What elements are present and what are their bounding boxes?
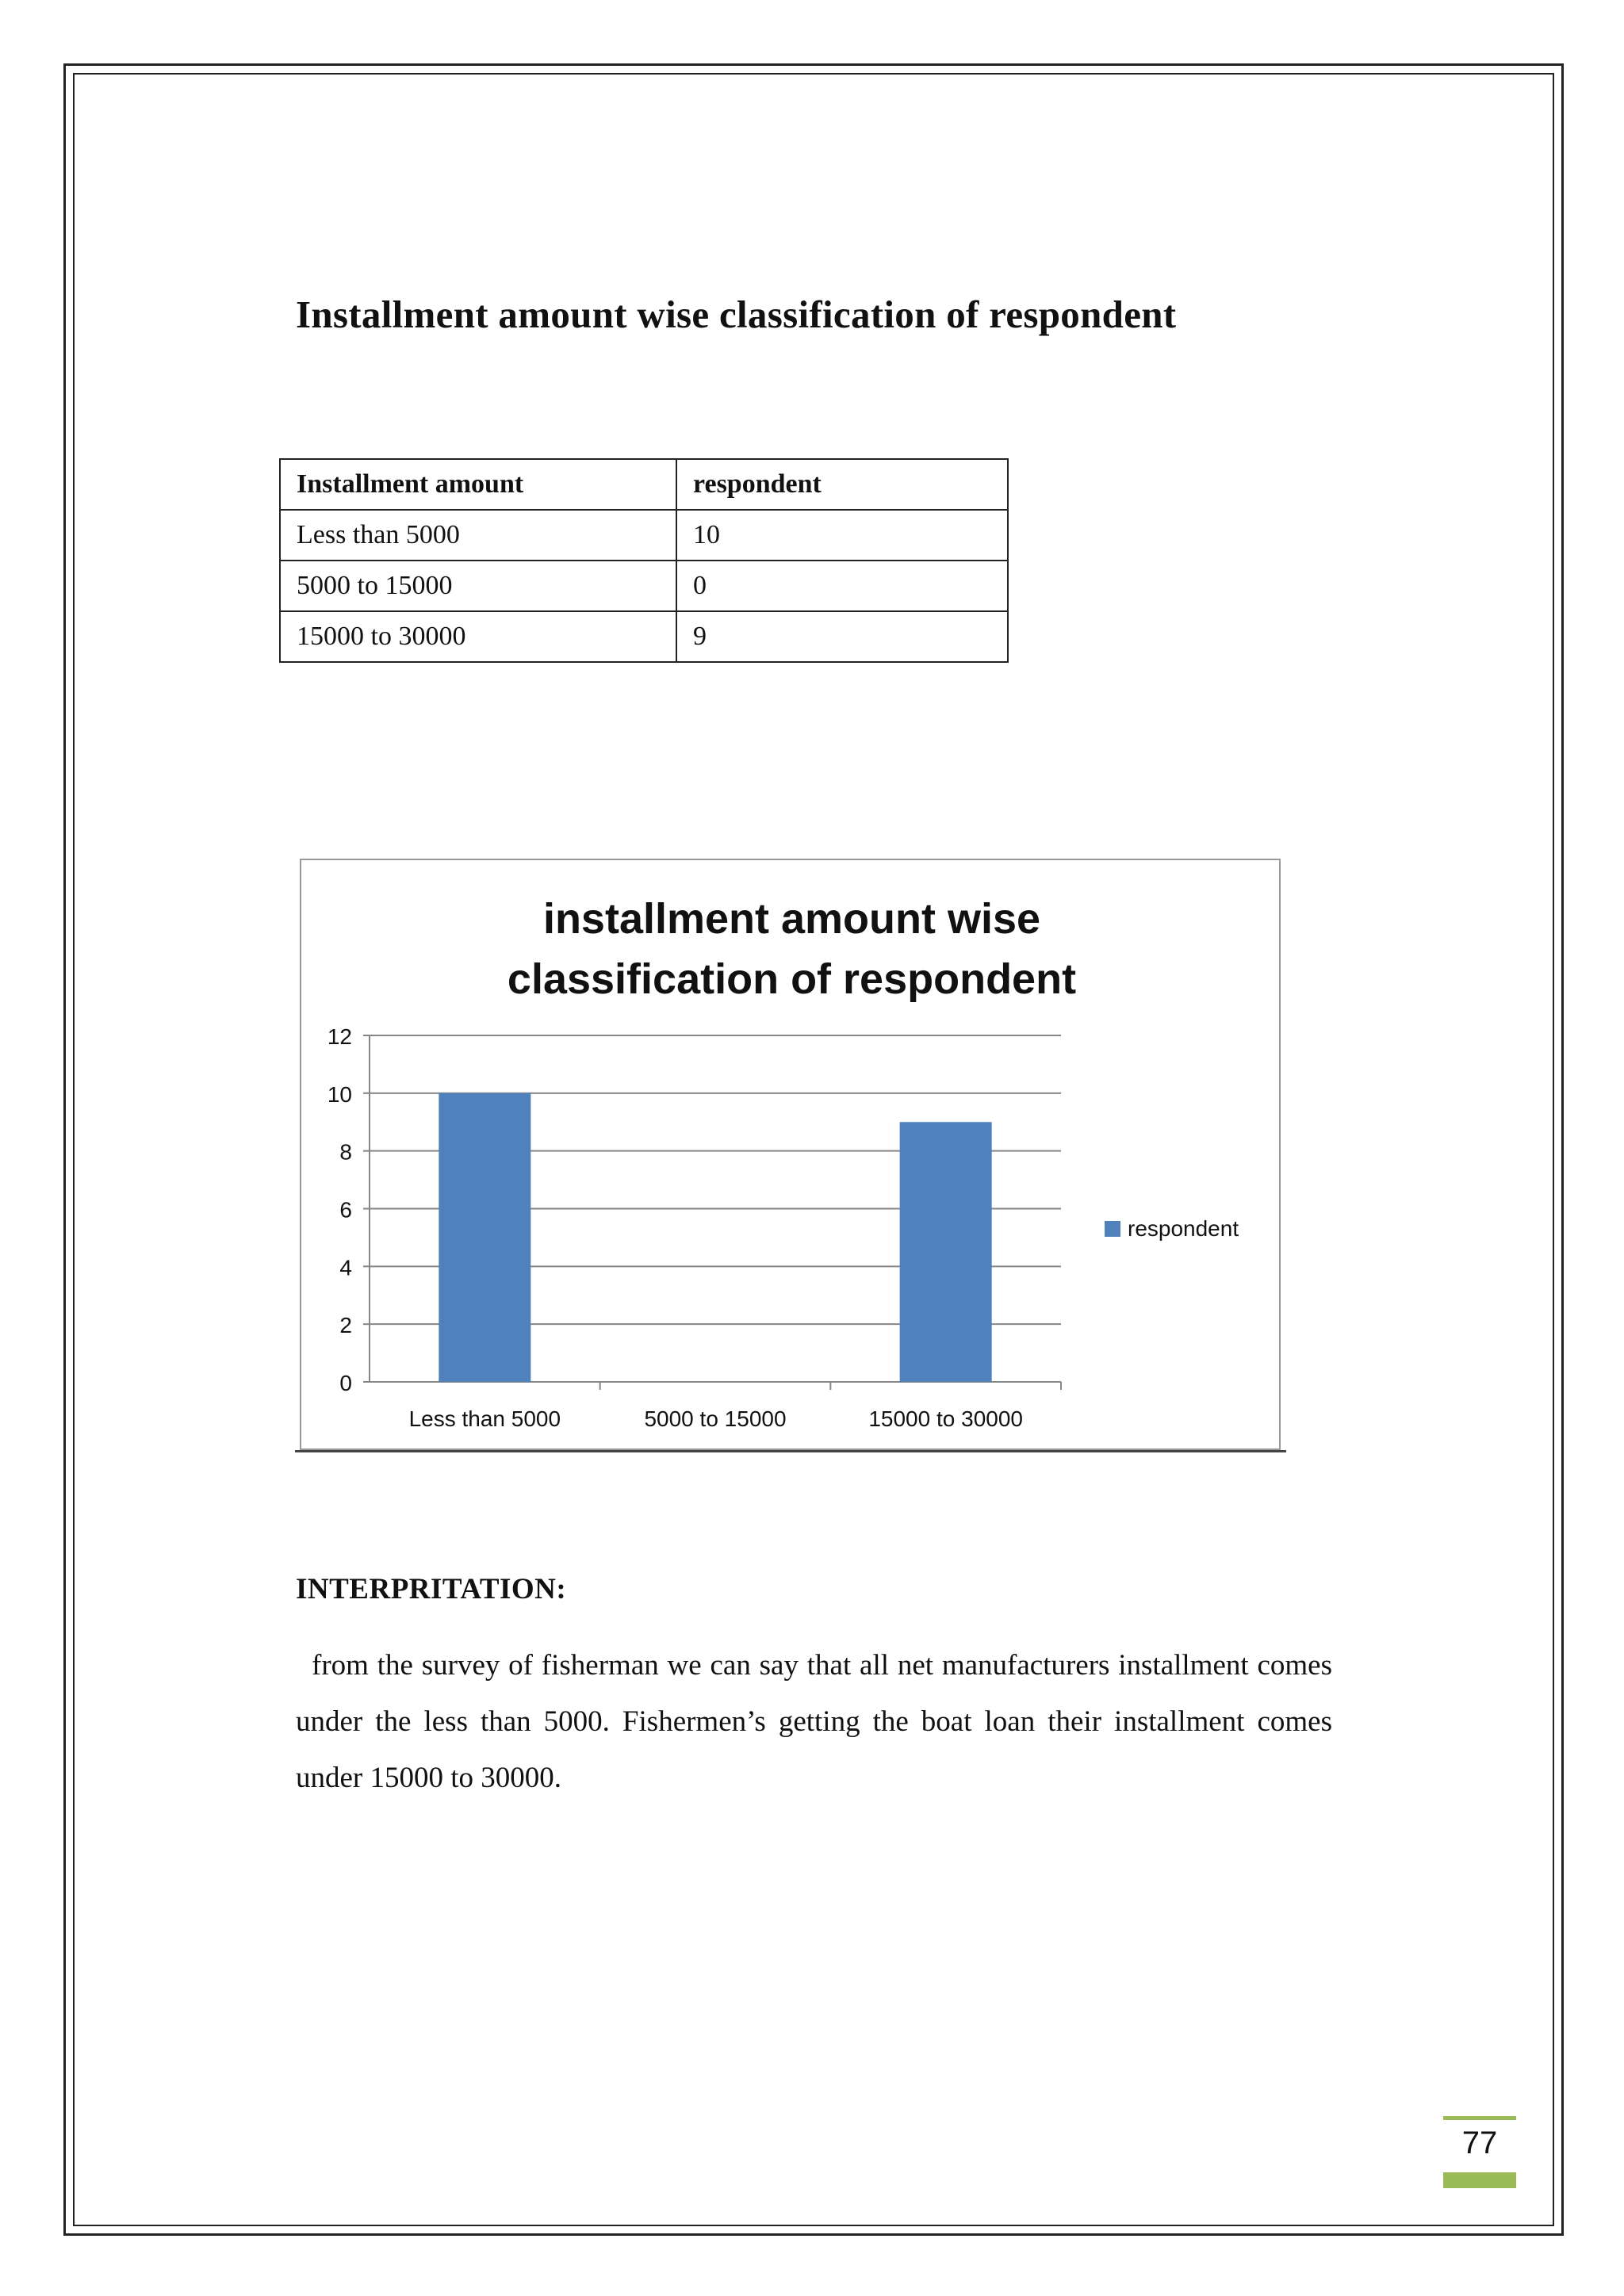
table-row: [280, 561, 1008, 611]
table-header-cell: Installment amount: [280, 459, 676, 510]
table-row: [280, 510, 1008, 561]
table-header-cell: respondent: [676, 459, 1008, 510]
y-tick-label: 2: [339, 1313, 352, 1338]
installment-table: [279, 458, 1009, 663]
table-cell: 5000 to 15000: [280, 561, 676, 611]
table-cell: 0: [676, 561, 1008, 611]
page-number-top-bar: [1443, 2116, 1516, 2120]
table-cell: Less than 5000: [280, 510, 676, 561]
chart-bottom-rule: [295, 1450, 1286, 1452]
table-cell: 9: [676, 611, 1008, 662]
y-tick-label: 12: [327, 1024, 352, 1049]
table-cell: 15000 to 30000: [280, 611, 676, 662]
y-tick-label: 0: [339, 1371, 352, 1395]
y-tick-label: 8: [339, 1139, 352, 1165]
x-tick-label: Less than 5000: [408, 1406, 561, 1431]
table-row: [280, 611, 1008, 662]
table-header-row: [280, 459, 1008, 510]
chart-plot: [301, 860, 1282, 1452]
x-tick-label: 15000 to 30000: [868, 1406, 1023, 1431]
bar: [900, 1122, 992, 1382]
bar-chart: [300, 859, 1281, 1450]
section-heading: Installment amount wise classification of respondent: [296, 293, 1177, 336]
y-tick-label: 10: [327, 1081, 352, 1107]
y-tick-label: 6: [339, 1197, 352, 1223]
legend-label: respondent: [1128, 1216, 1239, 1241]
chart-title-line-1: installment amount wise: [542, 895, 1041, 943]
interpretation-text: from the survey of fisherman we can say that all net manufacturers installment comes under the less than 5000. Fishermen’s getting the boat loan their installment comes under 15000 to 30000.: [296, 1649, 1332, 1794]
legend-swatch: [1105, 1221, 1120, 1237]
page-number: 77: [1461, 2126, 1498, 2160]
y-tick-label: 4: [339, 1255, 352, 1280]
bar: [439, 1093, 530, 1382]
table-cell: 10: [676, 510, 1008, 561]
page-number-bottom-bar: [1443, 2172, 1516, 2188]
interpretation-heading: INTERPRITATION:: [296, 1573, 567, 1605]
chart-title-line-2: classification of respondent: [507, 955, 1077, 1003]
x-tick-label: 5000 to 15000: [644, 1406, 787, 1431]
